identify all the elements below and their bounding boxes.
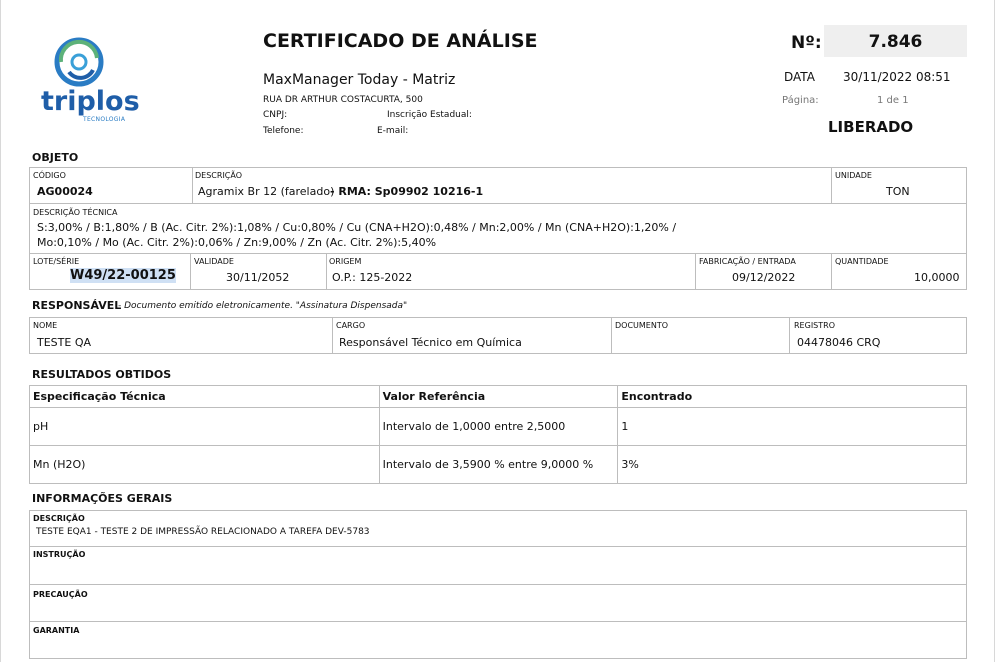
info-garantia-label: GARANTIA	[33, 626, 80, 635]
nome-value: TESTE QA	[37, 336, 92, 349]
desc-tecnica-line1: S:3,00% / B:1,80% / B (Ac. Citr. 2%):1,08% / Cu:0,80% / Cu (CNA+H2O):0,48% / Mn:2,00% / Mn (CNA+H2O):1,20% /	[37, 221, 677, 234]
origem-value: O.P.: 125-2022	[332, 271, 413, 284]
cargo-value: Responsável Técnico em Química	[339, 336, 522, 349]
codigo-value: AG00024	[37, 185, 93, 198]
results-table	[29, 385, 967, 484]
quantidade-value: 10,0000	[914, 271, 960, 284]
section-responsavel: RESPONSÁVEL	[32, 299, 122, 312]
row2-encontrado: 3%	[618, 446, 967, 484]
info-descricao	[29, 510, 967, 547]
cnpj-label: CNPJ:	[263, 110, 288, 120]
rma-value: - RMA: Sp09902 10216-1	[330, 185, 484, 198]
row1-especificacao: pH	[30, 408, 380, 446]
info-instrucao-label: INSTRUÇÃO	[33, 550, 86, 559]
section-informacoes: INFORMAÇÕES GERAIS	[32, 492, 173, 505]
registro-label: REGISTRO	[794, 321, 835, 330]
descricao-label: DESCRIÇÃO	[195, 171, 243, 180]
quantidade-label: QUANTIDADE	[835, 257, 889, 266]
certificate-number: 7.846	[824, 25, 967, 57]
lote-value[interactable]: W49/22-00125	[70, 268, 176, 283]
unidade-label: UNIDADE	[835, 171, 872, 180]
section-objeto: OBJETO	[32, 151, 79, 164]
row2-referencia: Intervalo de 3,5900 % entre 9,0000 %	[379, 446, 618, 484]
number-label: Nº:	[791, 33, 822, 53]
document-title: CERTIFICADO DE ANÁLISE	[263, 30, 538, 52]
cargo-label: CARGO	[336, 321, 366, 330]
col-especificacao: Especificação Técnica	[30, 386, 380, 408]
row2-especificacao: Mn (H2O)	[30, 446, 380, 484]
logo-subtext: TECNOLOGIA	[83, 116, 126, 123]
nome-label: NOME	[33, 321, 58, 330]
page-value: 1 de 1	[877, 95, 909, 106]
page-label: Página:	[782, 95, 819, 106]
lote-label: LOTE/SÉRIE	[33, 257, 80, 266]
section-resultados: RESULTADOS OBTIDOS	[32, 368, 172, 381]
status-badge: LIBERADO	[828, 118, 914, 136]
col-valor-referencia: Valor Referência	[379, 386, 618, 408]
validade-value: 30/11/2052	[226, 271, 290, 284]
phone-label: Telefone:	[263, 126, 304, 136]
info-instrucao	[29, 546, 967, 585]
info-descricao-value: TESTE EQA1 - TESTE 2 DE IMPRESSÃO RELACIONADO A TAREFA DEV-5783	[36, 527, 370, 537]
origem-label: ORIGEM	[329, 257, 362, 266]
results-header-row	[30, 386, 967, 408]
ie-label: Inscrição Estadual:	[387, 110, 472, 120]
logo-text: triplos	[41, 86, 140, 117]
validade-label: VALIDADE	[194, 257, 234, 266]
objeto-desc-tecnica	[29, 203, 967, 254]
company-address: RUA DR ARTHUR COSTACURTA, 500	[263, 95, 423, 105]
table-row	[30, 408, 967, 446]
desc-tecnica-line2: Mo:0,10% / Mo (Ac. Citr. 2%):0,06% / Zn:9,00% / Zn (Ac. Citr. 2%):5,40%	[37, 236, 437, 249]
col-encontrado: Encontrado	[618, 386, 967, 408]
company-name: MaxManager Today - Matriz	[263, 72, 456, 88]
objeto-row-3	[29, 253, 967, 290]
date-label: DATA	[784, 70, 815, 84]
email-label: E-mail:	[377, 126, 409, 136]
info-precaucao-label: PRECAUÇÃO	[33, 590, 88, 599]
fabricacao-value: 09/12/2022	[732, 271, 796, 284]
row1-encontrado: 1	[618, 408, 967, 446]
row1-referencia: Intervalo de 1,0000 entre 2,5000	[379, 408, 618, 446]
info-garantia	[29, 621, 967, 659]
responsavel-row	[29, 317, 967, 354]
responsavel-note: - Documento emitido eletronicamente. "Assinatura Dispensada"	[118, 301, 408, 311]
codigo-label: CÓDIGO	[33, 171, 66, 180]
info-descricao-label: DESCRIÇÃO	[33, 514, 85, 523]
unidade-value: TON	[886, 185, 910, 198]
table-row	[30, 446, 967, 484]
objeto-row-1	[29, 167, 967, 204]
desc-tecnica-label: DESCRIÇÃO TÉCNICA	[33, 208, 118, 217]
info-precaucao	[29, 584, 967, 622]
documento-label: DOCUMENTO	[615, 321, 669, 330]
fabricacao-label: FABRICAÇÃO / ENTRADA	[699, 257, 796, 266]
date-value: 30/11/2022 08:51	[843, 70, 951, 84]
registro-value: 04478046 CRQ	[797, 336, 881, 349]
descricao-value: Agramix Br 12 (farelado)	[198, 185, 335, 198]
